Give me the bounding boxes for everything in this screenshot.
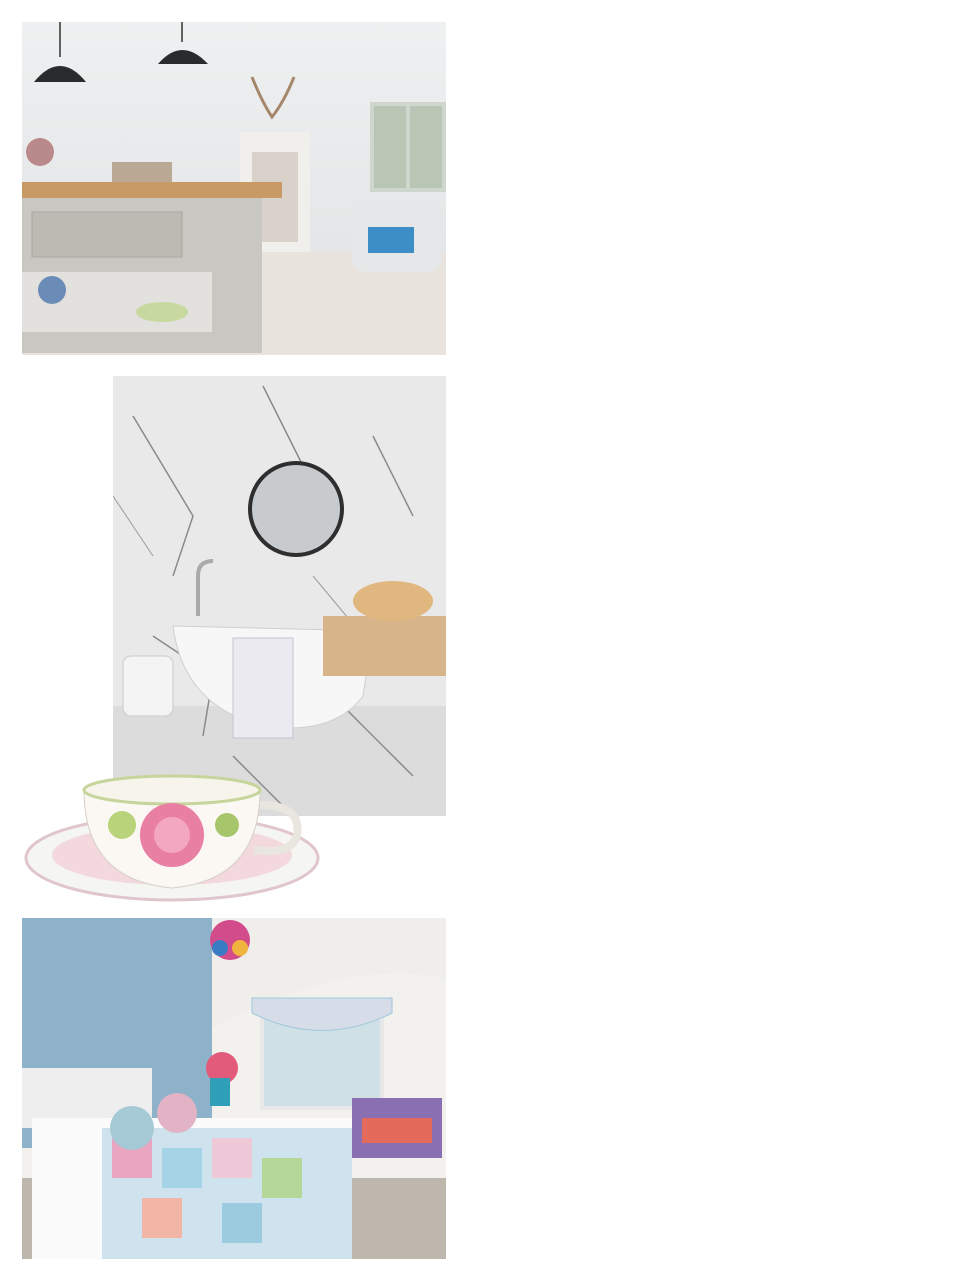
bedroom-illustration <box>22 918 446 1259</box>
bathroom-illustration <box>113 376 446 816</box>
teacup-illustration <box>22 770 322 915</box>
bathroom-photo <box>113 376 446 816</box>
teacup-photo <box>22 770 322 915</box>
bedroom-photo <box>22 918 446 1259</box>
kitchen-photo <box>22 22 446 355</box>
kitchen-illustration <box>22 22 446 355</box>
